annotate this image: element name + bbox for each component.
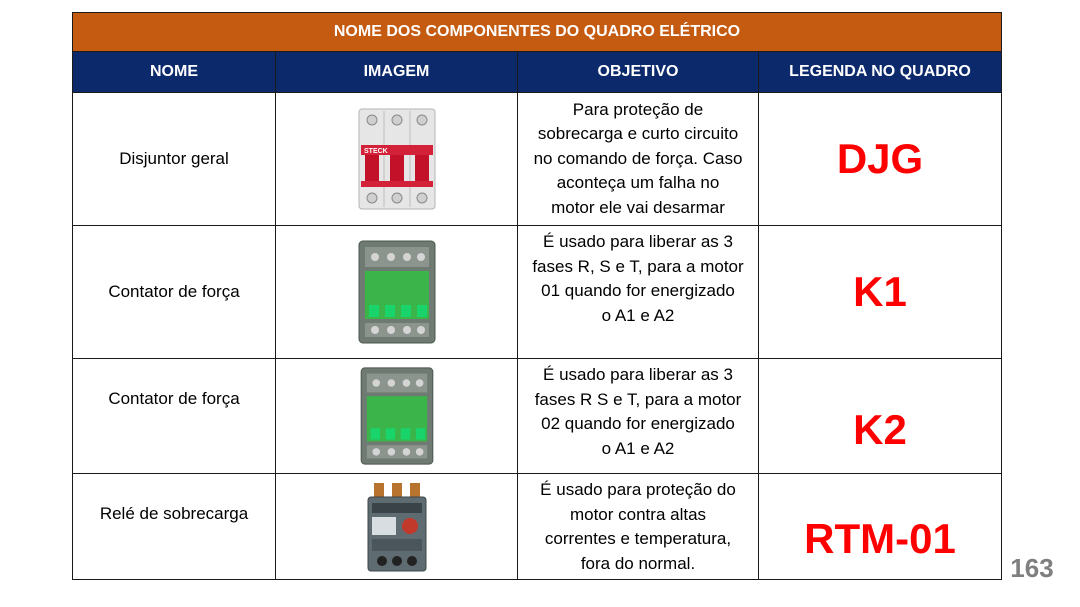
row-legenda: K2 bbox=[759, 359, 1002, 474]
table-title: NOME DOS COMPONENTES DO QUADRO ELÉTRICO bbox=[73, 13, 1002, 52]
objetivo-line: 01 quando for energizado bbox=[541, 281, 735, 300]
objetivo-line: É usado para liberar as 3 bbox=[543, 232, 733, 251]
objetivo-line: fases R, S e T, para a motor bbox=[532, 256, 744, 276]
row-objetivo bbox=[518, 474, 759, 580]
row-legenda: DJG bbox=[759, 93, 1002, 226]
header-objetivo: OBJETIVO bbox=[518, 52, 759, 93]
brand-label: STECK bbox=[363, 148, 388, 155]
table-title-row bbox=[73, 13, 1002, 52]
row-image bbox=[276, 93, 518, 226]
header-imagem: IMAGEM bbox=[276, 52, 518, 93]
objetivo-line: fases R S e T, para a motor bbox=[534, 389, 742, 409]
objetivo-line: 02 quando for energizado bbox=[541, 414, 735, 433]
contactor-icon bbox=[358, 366, 436, 466]
objetivo-line: É usado para proteção do bbox=[540, 480, 736, 499]
row-image bbox=[276, 226, 518, 359]
objetivo-line: no comando de força. Caso bbox=[533, 148, 743, 168]
objetivo-line: sobrecarga e curto circuito bbox=[537, 124, 739, 144]
objetivo-line: Para proteção de bbox=[572, 99, 704, 119]
table-header-row bbox=[73, 52, 1002, 93]
objetivo-line: correntes e temperatura, bbox=[544, 529, 732, 548]
objetivo-line: o A1 e A2 bbox=[601, 305, 675, 325]
objetivo-line: aconteça um falha no bbox=[556, 173, 720, 193]
objetivo-line: fora do normal. bbox=[580, 553, 696, 573]
table-row bbox=[73, 93, 1002, 226]
row-objetivo bbox=[518, 93, 759, 226]
header-nome: NOME bbox=[73, 52, 276, 93]
row-objetivo bbox=[518, 359, 759, 474]
row-objetivo bbox=[518, 226, 759, 359]
objetivo-line: motor ele vai desarmar bbox=[551, 197, 725, 217]
row-legenda: K1 bbox=[759, 226, 1002, 359]
circuit-breaker-icon bbox=[357, 107, 437, 211]
objetivo-line: motor contra altas bbox=[569, 504, 707, 524]
header-legenda: LEGENDA NO QUADRO bbox=[759, 52, 1002, 93]
contactor-icon bbox=[357, 239, 437, 345]
page-number: 163 bbox=[1010, 553, 1054, 583]
row-nome: Contator de força bbox=[73, 226, 276, 359]
objetivo-line: o A1 e A2 bbox=[601, 438, 675, 458]
overload-relay-icon bbox=[364, 481, 430, 573]
row-nome: Disjuntor geral bbox=[73, 93, 276, 226]
row-nome: Contator de força bbox=[73, 359, 276, 474]
row-nome: Relé de sobrecarga bbox=[73, 474, 276, 580]
row-legenda: RTM-01 bbox=[759, 474, 1002, 580]
table-row bbox=[73, 359, 1002, 474]
row-image bbox=[276, 474, 518, 580]
row-image bbox=[276, 359, 518, 474]
objetivo-line: É usado para liberar as 3 bbox=[543, 365, 733, 384]
components-table bbox=[72, 12, 1002, 580]
table-row bbox=[73, 474, 1002, 580]
table-row bbox=[73, 226, 1002, 359]
